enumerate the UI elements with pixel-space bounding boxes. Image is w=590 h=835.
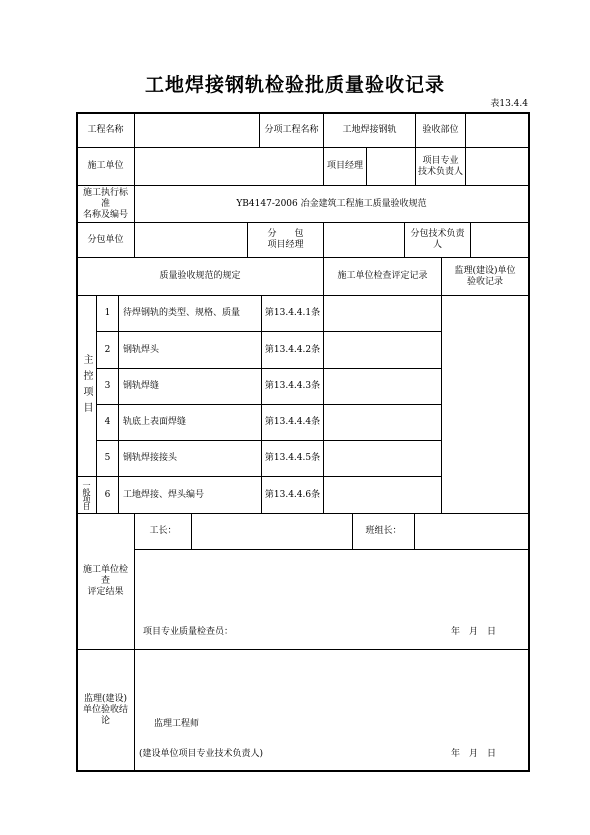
- item-no: 4: [104, 417, 111, 427]
- owner-tech-leader-label: (建设单位项目专业技术负责人): [139, 748, 264, 759]
- spec-column-header: 质量验收规范的规定: [159, 271, 241, 281]
- item-clause: 第13.4.4.3条: [264, 381, 321, 391]
- item-name: 钢轨焊头: [123, 344, 160, 355]
- acceptance-part-field[interactable]: [466, 113, 528, 147]
- item-clause: 第13.4.4.6条: [264, 489, 321, 500]
- item-check-record[interactable]: [324, 405, 441, 440]
- acceptance-part-label: 验收部位: [422, 124, 459, 135]
- item-name: 轨底上表面焊缝: [123, 417, 187, 427]
- table-border-bottom: [76, 770, 529, 772]
- sub-project-label: 分项工程名称: [264, 124, 319, 135]
- construction-unit-field[interactable]: [135, 148, 323, 185]
- supervision-column-header: 监理(建设)单位 验收记录: [454, 265, 516, 287]
- project-name-field[interactable]: [135, 113, 259, 147]
- item-no: 2: [104, 344, 111, 355]
- project-manager-field[interactable]: [367, 148, 415, 185]
- supervision-conclusion-label: 监理(建设) 单位验收结论: [82, 693, 128, 726]
- subcontract-manager-field[interactable]: [324, 223, 404, 257]
- item-name: 工地焊接、焊头编号: [123, 489, 205, 500]
- item-no: 6: [104, 489, 111, 500]
- item-name: 钢轨焊缝: [123, 381, 160, 391]
- item-no: 1: [104, 308, 111, 318]
- item-check-record[interactable]: [324, 296, 441, 331]
- project-manager-label: 项目经理: [326, 161, 363, 171]
- table-code: 表13.4.4: [490, 99, 528, 109]
- table-border-right: [528, 112, 530, 772]
- project-name-label: 工程名称: [87, 124, 124, 135]
- construction-date-label: 年 月 日: [451, 626, 497, 637]
- tech-leader-field[interactable]: [466, 148, 528, 185]
- subcontract-unit-field[interactable]: [135, 223, 247, 257]
- subcontract-unit-label: 分包单位: [87, 234, 124, 245]
- supervision-engineer-label: 监理工程师: [154, 718, 200, 729]
- construction-check-label: 施工单位检查 评定结果: [82, 565, 128, 597]
- item-check-record[interactable]: [324, 441, 441, 476]
- foreman-field[interactable]: [192, 514, 352, 549]
- row-line: [134, 549, 529, 550]
- item-clause: 第13.4.4.4条: [264, 417, 321, 427]
- item-no: 3: [104, 381, 111, 391]
- tech-leader-label: 项目专业 技术负责人: [418, 155, 464, 177]
- supervision-date-label: 年 月 日: [451, 748, 497, 759]
- construction-unit-label: 施工单位: [87, 161, 124, 171]
- row-line: [76, 649, 529, 650]
- general-items-label: 一般项目: [82, 481, 91, 509]
- item-clause: 第13.4.4.1条: [264, 308, 321, 318]
- item-name: 钢轨焊接接头: [123, 453, 178, 463]
- main-items-label: 主控项目: [81, 354, 92, 418]
- item-clause: 第13.4.4.5条: [264, 453, 321, 463]
- foreman-label: 工长：: [149, 526, 177, 536]
- check-record-column-header: 施工单位检查评定记录: [337, 271, 428, 281]
- subcontract-tech-label: 分包技术负责人: [410, 229, 465, 250]
- page-title: 工地焊接钢轨检验批质量验收记录: [144, 74, 445, 96]
- quality-inspector-label: 项目专业质量检查员：: [143, 626, 234, 637]
- standard-label: 施工执行标准 名称及编号: [82, 187, 128, 220]
- standard-value[interactable]: YB4147-2006 冶金建筑工程施工质量验收规范: [236, 198, 427, 209]
- subcontract-manager-label: 分 包 项目经理: [267, 229, 304, 250]
- item-name: 待焊钢轨的类型、规格、质量: [123, 308, 241, 318]
- item-check-record[interactable]: [324, 332, 441, 368]
- item-no: 5: [104, 453, 111, 463]
- supervision-record-field[interactable]: [442, 296, 528, 513]
- item-check-record[interactable]: [324, 477, 441, 513]
- team-leader-label: 班组长：: [365, 526, 402, 536]
- sub-project-value[interactable]: 工地焊接钢轨: [342, 124, 397, 135]
- column-line: [134, 513, 135, 771]
- team-leader-field[interactable]: [415, 514, 528, 549]
- item-clause: 第13.4.4.2条: [264, 344, 321, 355]
- item-check-record[interactable]: [324, 369, 441, 404]
- subcontract-tech-field[interactable]: [471, 223, 528, 257]
